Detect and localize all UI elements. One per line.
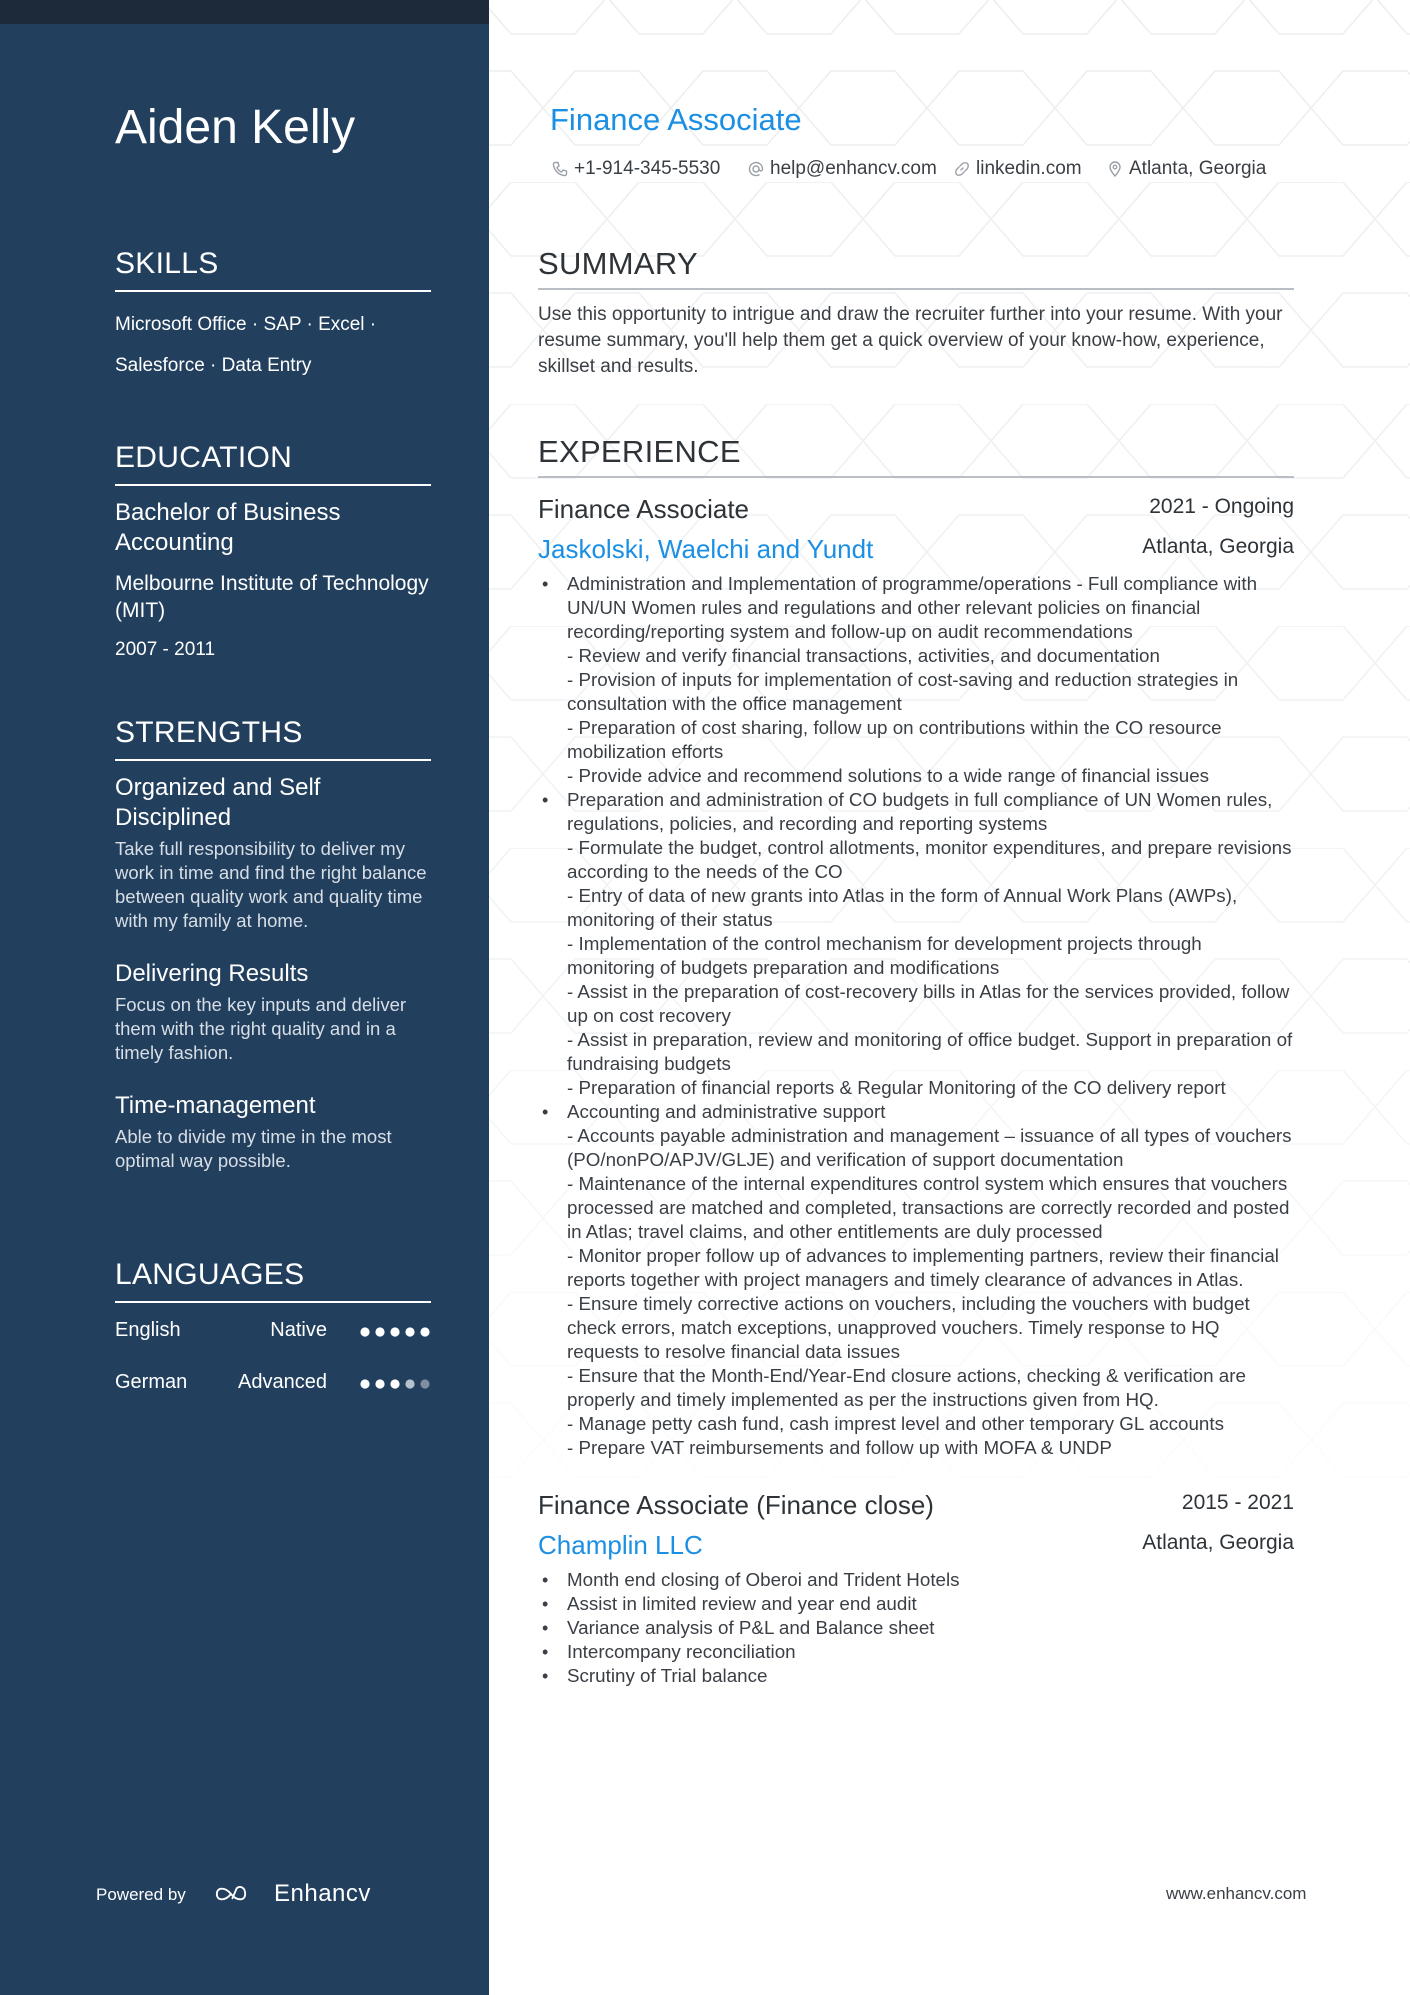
job-location: Atlanta, Georgia [1142,535,1294,558]
bullet-item: • Month end closing of Oberoi and Trident Hotels [538,1568,1294,1592]
job-bullets [538,572,1294,1460]
strengths-section [115,713,431,1173]
strength-description: Take full responsibility to deliver my work in time and find the right balance between quality work and quality time with my family at home. [115,838,427,931]
bullet-item: • Preparation and administration of CO budgets in full compliance of UN Women rules, regulations, policies, and recording and reporting systems - Formulate the budget, control allotments, monitor expenditures, and prepare revisions according to the needs of the CO - Entry of data of new grants into Atlas in the form of Annual Work Plans (AWPs), monitoring of their status - Implementation of the control mechanism for development projects through monitoring of budgets preparation and modifications - Assist in the preparation of cost-recovery bills in Atlas for the services provided, follow up on cost recovery - Assist in preparation, review and monitoring of office budget. Support in preparation of fundraising budgets - Preparation of financial reports & Regular Monitoring of the CO delivery report [538,788,1294,1100]
rating-dot [405,1379,414,1388]
map-pin-icon [1107,161,1123,177]
rating-dot [420,1327,429,1336]
language-level: Native [270,1319,327,1341]
job-title: Finance Associate [538,494,750,524]
rating-dot [375,1327,384,1336]
phone-text: +1-914-345-5530 [574,158,721,179]
candidate-name: Aiden Kelly [115,101,356,154]
strength-item [115,1091,431,1173]
rating-dot [360,1327,369,1336]
language-name: German [115,1371,188,1393]
company-name[interactable]: Jaskolski, Waelchi and Yundt [538,534,874,564]
languages-heading: LANGUAGES [115,1255,431,1303]
strength-item [115,959,431,1065]
powered-by-enhancv[interactable] [96,1880,416,1910]
experience-heading: EXPERIENCE [538,432,1294,478]
summary-heading: SUMMARY [538,244,1294,290]
experience-entry [538,1488,1294,1688]
strength-item [115,773,431,933]
language-rating-dots [359,1326,431,1338]
job-dates: 2021 - Ongoing [1149,495,1294,518]
job-location: Atlanta, Georgia [1142,1531,1294,1554]
email-text: help@enhancv.com [770,158,937,179]
bullet-item: • Scrutiny of Trial balance [538,1664,1294,1688]
strength-title: Delivering Results [115,960,309,987]
languages-section [115,1255,431,1411]
sidebar-top-bar [0,0,489,24]
language-name: English [115,1319,181,1341]
location-text: Atlanta, Georgia [1129,158,1267,179]
skills-line-2: Salesforce · Data Entry [115,355,312,376]
at-sign-icon [748,161,764,177]
powered-by-label: Powered by [96,1885,186,1904]
rating-dot [390,1379,399,1388]
language-row [115,1359,431,1411]
job-dates: 2015 - 2021 [1181,1491,1294,1514]
education-school: Melbourne Institute of Technology (MIT) [115,572,429,622]
sidebar [0,0,489,1995]
experience-section [538,432,1294,1688]
language-level: Advanced [238,1371,327,1393]
enhancv-brand: Enhancv [274,1880,371,1907]
language-rating-dots [359,1378,431,1390]
bullet-item: • Intercompany reconciliation [538,1640,1294,1664]
strengths-heading: STRENGTHS [115,713,431,761]
job-title: Finance Associate (Finance close) [538,1490,934,1520]
strength-title: Time-management [115,1092,316,1119]
rating-dot [375,1379,384,1388]
phone-icon [552,161,568,177]
footer-url[interactable]: www.enhancv.com [1166,1884,1307,1903]
rating-dot [390,1327,399,1336]
enhancv-logo-icon [214,1880,248,1908]
skills-section [115,244,431,386]
rating-dot [360,1379,369,1388]
education-section [115,438,431,662]
language-row [115,1307,431,1359]
experience-entry [538,492,1294,1460]
education-heading: EDUCATION [115,438,431,486]
strength-description: Able to divide my time in the most optimal way possible. [115,1126,392,1171]
skills-heading: SKILLS [115,244,431,292]
skills-line-1: Microsoft Office · SAP · Excel · [115,314,377,335]
summary-section [538,244,1294,380]
bullet-item: • Accounting and administrative support - Accounts payable administration and management – issuance of all types of vouchers (PO/nonPO/APJV/GLJE) and verification of support documentation - Maintenance of the internal expenditures control system which ensures that vouchers processed are matched and completed, transactions are correctly recorded and posted in Atlas; travel claims, and other entitlements are duly processed - Monitor proper follow up of advances to implementing partners, review their financial reports together with project managers and timely clearance of advances in Atlas. - Ensure timely corrective actions on vouchers, including the vouchers with budget check errors, match exceptions, unapproved vouchers. Timely response to HQ requests to resolve financial data issues - Ensure that the Month-End/Year-End closure actions, checking & verification are properly and timely implemented as per the instructions given from HQ. - Manage petty cash fund, cash imprest level and other temporary GL accounts - Prepare VAT reimbursements and follow up with MOFA & UNDP [538,1100,1294,1460]
rating-dot [405,1327,414,1336]
linkedin-text: linkedin.com [976,158,1082,179]
bullet-item: • Administration and Implementation of programme/operations - Full compliance with UN/UN Women rules and regulations and other relevant policies on financial recording/reporting system and follow-up on audit recommendations - Review and verify financial transactions, activities, and documentation - Provision of inputs for implementation of cost-saving and reduction strategies in consultation with the office management - Preparation of cost sharing, follow up on contributions within the CO resource mobilization efforts - Provide advice and recommend solutions to a wide range of financial issues [538,572,1294,788]
rating-dot [420,1379,429,1388]
education-degree: Bachelor of Business Accounting [115,499,341,556]
job-bullets [538,1568,1294,1688]
strength-title: Organized and Self Disciplined [115,774,321,831]
link-icon [954,161,970,177]
bullet-item: • Assist in limited review and year end audit [538,1592,1294,1616]
company-name[interactable]: Champlin LLC [538,1530,703,1560]
education-dates: 2007 - 2011 [115,639,216,660]
summary-text: Use this opportunity to intrigue and draw the recruiter further into your resume. With your resume summary, you'll help them get a quick overview of your know-how, experience, skillset and results. [538,304,1283,377]
job-title-header: Finance Associate [550,102,802,137]
strength-description: Focus on the key inputs and deliver them with the right quality and in a timely fashion. [115,994,407,1063]
bullet-item: • Variance analysis of P&L and Balance sheet [538,1616,1294,1640]
